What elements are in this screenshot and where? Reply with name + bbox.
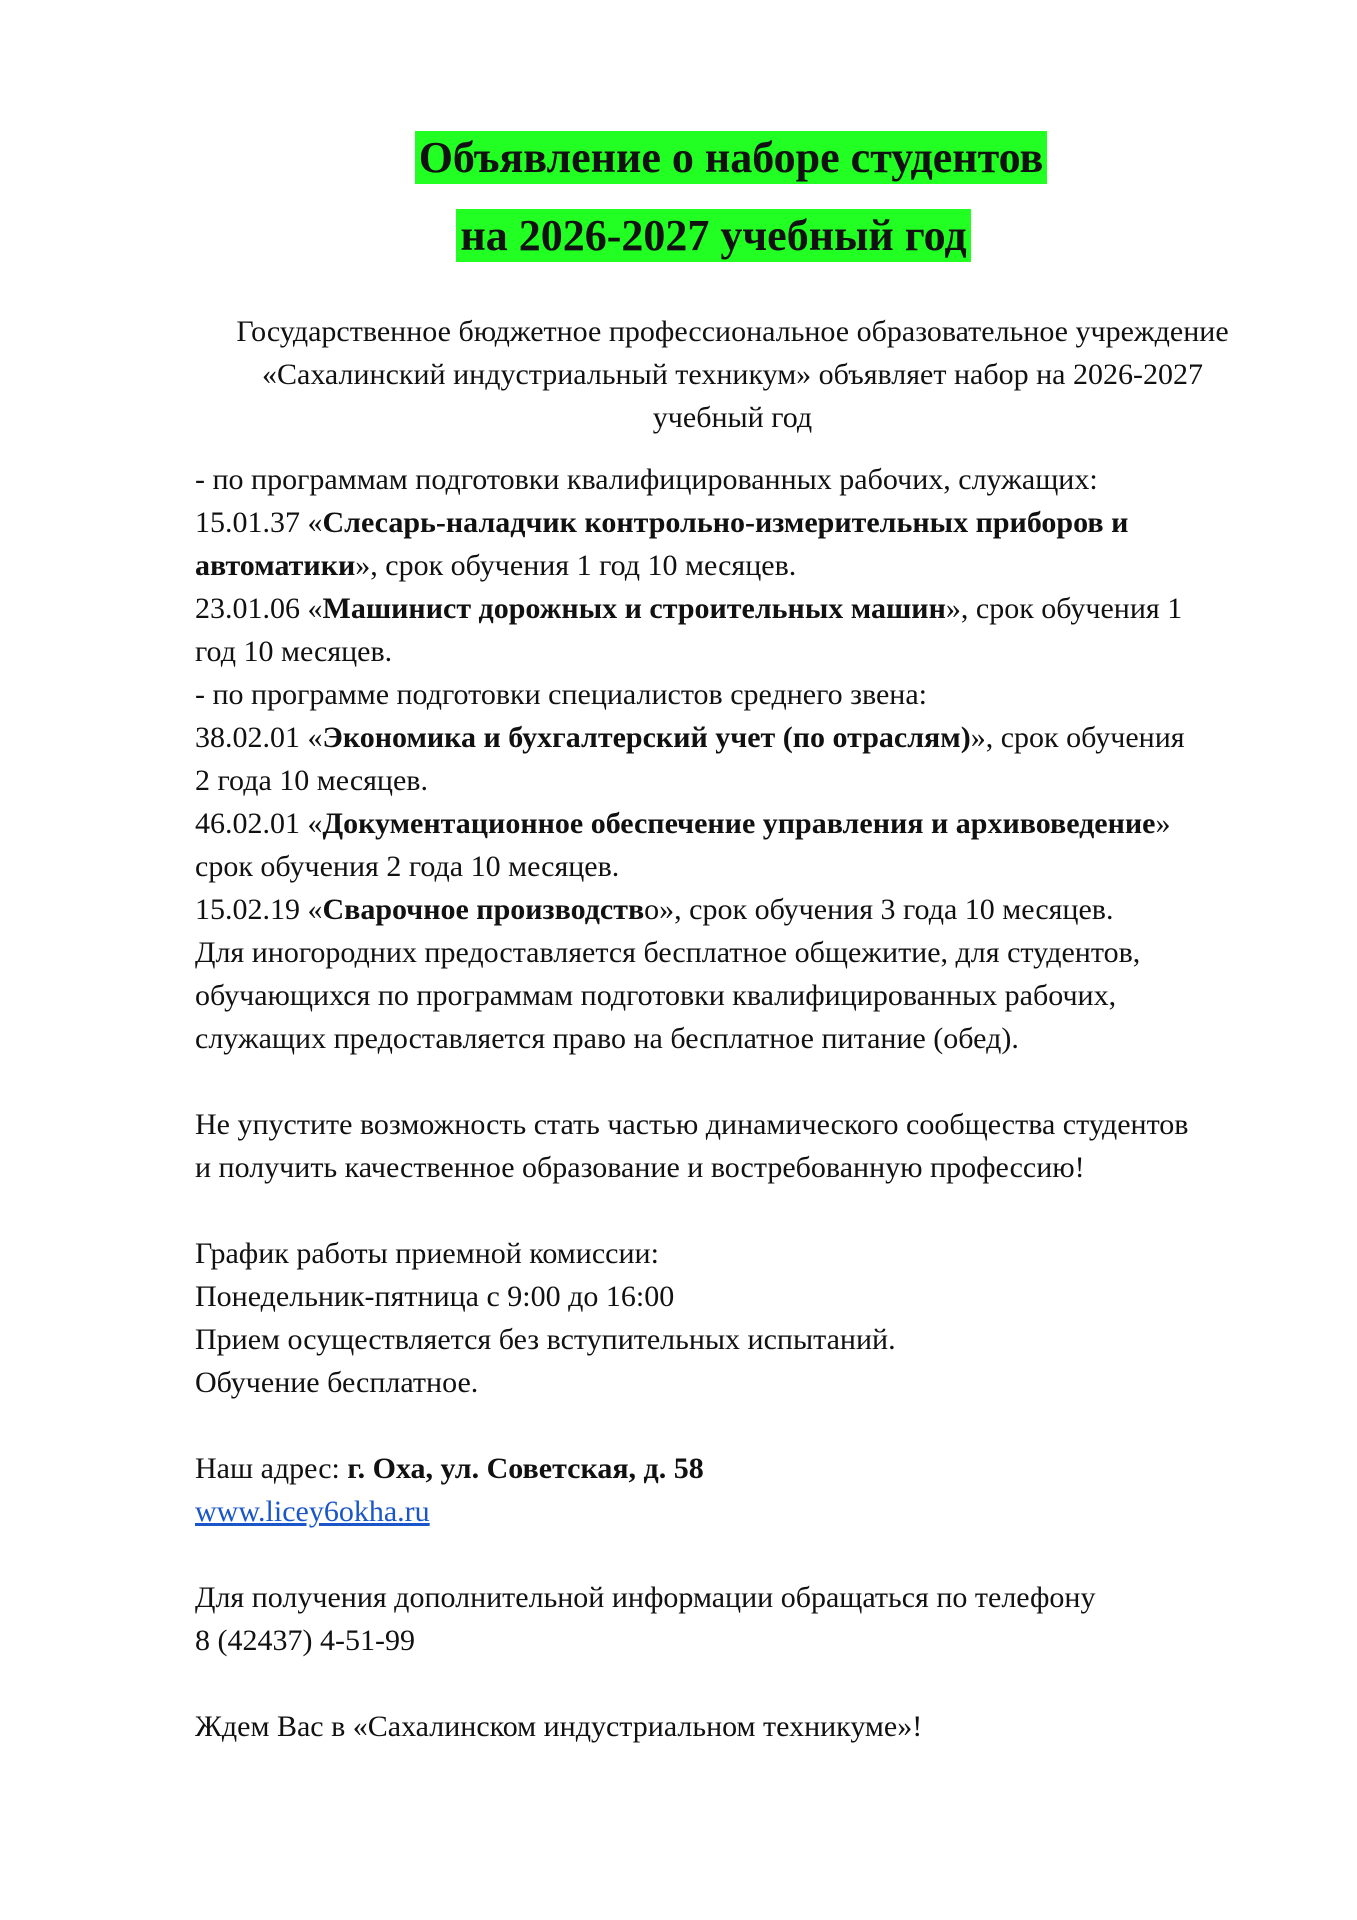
program-38-02-01: 38.02.01 «Экономика и бухгалтерский учет (по отраслям)», срок обучения bbox=[195, 721, 1185, 754]
program-name: Документационное обеспечение управления и архивоведение bbox=[322, 807, 1156, 840]
call-to-action-line-1: Не упустите возможность стать частью динамического сообщества студентов bbox=[195, 1108, 1189, 1141]
title-line-1: Объявление о наборе студентов bbox=[415, 131, 1048, 184]
workers-programs-heading: - по программам подготовки квалифицированных рабочих, служащих: bbox=[195, 463, 1098, 496]
benefits-line-1: Для иногородних предоставляется бесплатное общежитие, для студентов, bbox=[195, 936, 1141, 969]
intro-line-3: учебный год bbox=[652, 401, 813, 434]
title-line-2: на 2026-2027 учебный год bbox=[456, 209, 970, 262]
program-15-01-37: 15.01.37 «Слесарь-наладчик контрольно-измерительных приборов и bbox=[195, 506, 1129, 539]
program-name: Экономика и бухгалтерский учет (по отраслям) bbox=[322, 721, 971, 754]
program-46-02-01: 46.02.01 «Документационное обеспечение управления и архивоведение» bbox=[195, 807, 1171, 840]
intro-line-2: «Сахалинский индустриальный техникум» объявляет набор на 2026-2027 bbox=[262, 358, 1203, 391]
program-name: Сварочное производств bbox=[322, 893, 645, 926]
closing-line: Ждем Вас в «Сахалинском индустриальном техникуме»! bbox=[195, 1710, 923, 1743]
website-link[interactable]: www.licey6okha.ru bbox=[195, 1495, 430, 1528]
announcement-body: - по программам подготовки квалифицированных рабочих, служащих: 15.01.37 «Слесарь-наладчик контрольно-измерительных приборов и автоматики», срок обучения 1 год 10 месяцев. 23.01.06 «Машинист дорожных и строительных машин», срок обучения 1 год 10 месяцев. - по программе подготовки специалистов среднего звена: 38.02.01 «Экономика и бухгалтерский учет (по отраслям)», срок обучения 2 года 10 месяцев. 46.02.01 «Документационное обеспечение управления и архивоведение» срок обучения 2 года 10 месяцев. 15.02.19 «Сварочное производство», срок обучения 3 года 10 месяцев. Для иногородних предоставляется бесплатное общежитие, для студентов, обучающихся по программам подготовки квалифицированных рабочих, служащих предоставляется право на бесплатное питание (обед). Не упустите возможность стать частью динамического сообщества студентов и получить качественное образование и востребованную профессию! График работы приемной комиссии: Понедельник-пятница с 9:00 до 16:00 Прием осуществляется без вступительных испытаний. Обучение бесплатное. Наш адрес: г. Оха, ул. Советская, д. 58 www.licey6okha.ru Для получения дополнительной информации обращаться по телефону 8 (42437) 4-51-99 Ждем Вас в «Сахалинском индустриальном техникуме»! bbox=[195, 458, 1275, 1748]
benefits-line-2: обучающихся по программам подготовки квалифицированных рабочих, bbox=[195, 979, 1117, 1012]
specialists-programs-heading: - по программе подготовки специалистов среднего звена: bbox=[195, 678, 928, 711]
schedule-hours: Понедельник-пятница с 9:00 до 16:00 bbox=[195, 1280, 675, 1313]
intro-line-1: Государственное бюджетное профессиональное образовательное учреждение bbox=[236, 315, 1229, 348]
program-name: Слесарь-наладчик контрольно-измерительных приборов и bbox=[322, 506, 1129, 539]
benefits-line-3: служащих предоставляется право на бесплатное питание (обед). bbox=[195, 1022, 1019, 1055]
program-name: автоматики bbox=[195, 549, 356, 582]
call-to-action-line-2: и получить качественное образование и востребованную профессию! bbox=[195, 1151, 1085, 1184]
program-name: Машинист дорожных и строительных машин bbox=[322, 592, 946, 625]
admission-no-exams: Прием осуществляется без вступительных испытаний. bbox=[195, 1323, 896, 1356]
program-15-02-19: 15.02.19 «Сварочное производство», срок обучения 3 года 10 месяцев. bbox=[195, 893, 1114, 926]
address: Наш адрес: г. Оха, ул. Советская, д. 58 bbox=[195, 1452, 704, 1485]
intro-paragraph bbox=[195, 310, 1270, 439]
phone-intro: Для получения дополнительной информации обращаться по телефону bbox=[195, 1581, 1096, 1614]
program-23-01-06: 23.01.06 «Машинист дорожных и строительных машин», срок обучения 1 bbox=[195, 592, 1183, 625]
address-value: г. Оха, ул. Советская, д. 58 bbox=[347, 1452, 704, 1485]
free-education: Обучение бесплатное. bbox=[195, 1366, 479, 1399]
phone-number: 8 (42437) 4-51-99 bbox=[195, 1624, 415, 1657]
schedule-heading: График работы приемной комиссии: bbox=[195, 1237, 659, 1270]
announcement-title bbox=[0, 128, 1357, 266]
